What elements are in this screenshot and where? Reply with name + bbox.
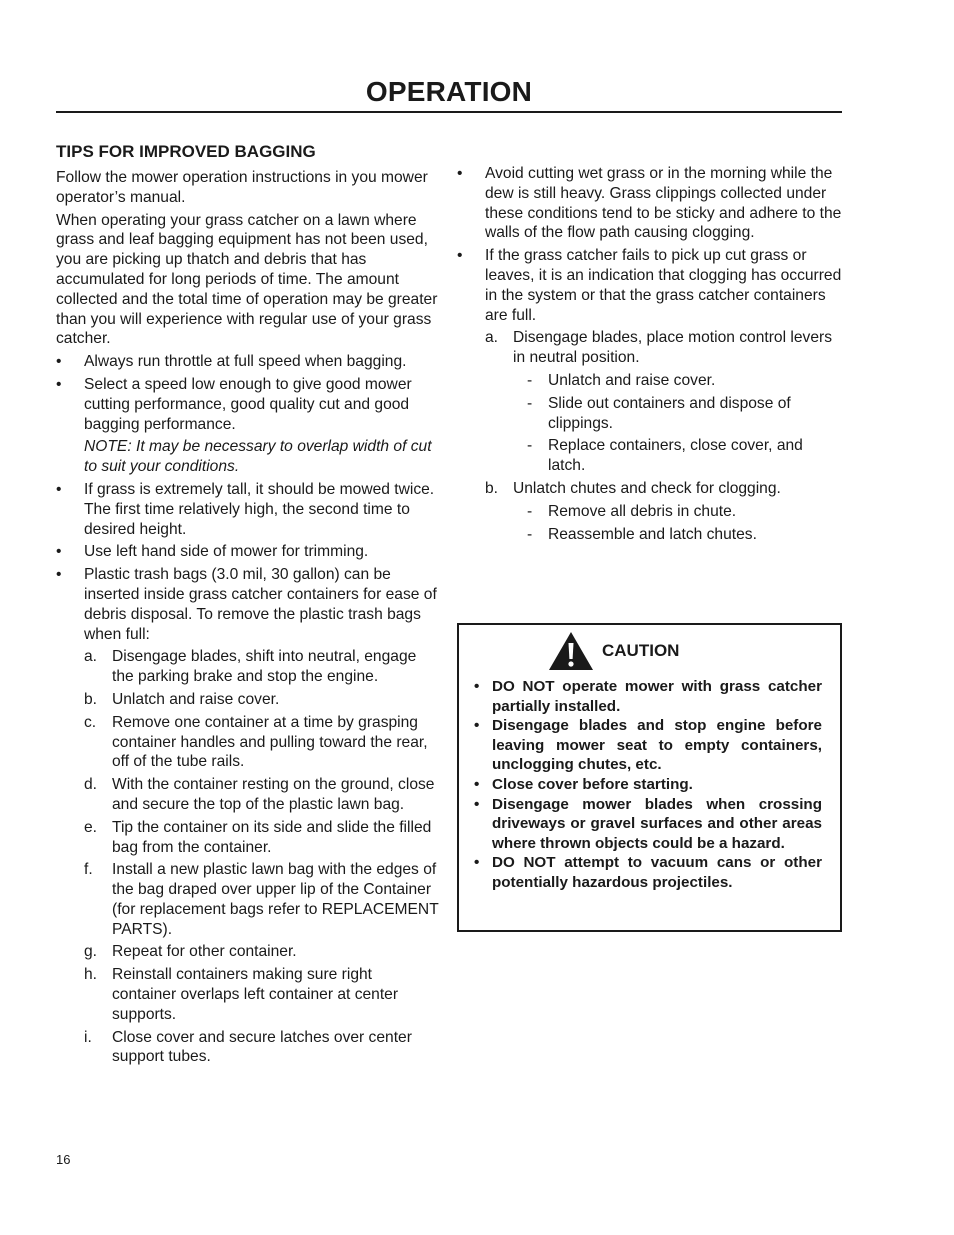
bullet-item: [56, 352, 440, 372]
bullet-text: If the grass catcher fails to pick up cut grass or leaves, it is an indication that clogging has occurred in the system or that the grass catcher containers are full.: [485, 247, 842, 324]
step-text: Install a new plastic lawn bag with the edges of the bag draped over upper lip of the Container (for replacement bags refer to REPLACEMENT PARTS).: [112, 861, 439, 938]
sub-step-item: [527, 502, 842, 522]
step-marker: f.: [84, 861, 93, 879]
step-marker: b.: [84, 690, 98, 708]
step-item: [84, 1028, 440, 1068]
bullet-item: [56, 542, 440, 562]
caution-list: [474, 677, 822, 893]
sub-step-text: Remove all debris in chute.: [548, 502, 737, 520]
step-item: [84, 965, 440, 1024]
caution-text: Disengage blades and stop engine before leaving mower seat to empty containers, unclogging chutes, etc.: [492, 717, 822, 774]
bullet-text: Avoid cutting wet grass or in the morning while the dew is still heavy. Grass clippings collected under these conditions tend to be sticky and adhere to the walls of the flow path causing clogging.: [485, 165, 842, 242]
section-heading: TIPS FOR IMPROVED BAGGING: [56, 142, 316, 161]
bullet-text: Plastic trash bags (3.0 mil, 30 gallon) can be inserted inside grass catcher containers for ease of debris disposal. To remove the plastic trash bags when full:: [84, 566, 437, 643]
dash-marker: -: [527, 394, 533, 412]
caution-item: [474, 853, 822, 892]
dash-marker: -: [527, 371, 533, 389]
bullet-marker: •: [56, 566, 62, 584]
step-text: Disengage blades, shift into neutral, engage the parking brake and stop the engine.: [112, 648, 417, 686]
step-text: Unlatch chutes and check for clogging.: [513, 479, 781, 497]
step-text: Disengage blades, place motion control levers in neutral position.: [513, 329, 832, 367]
step-text: With the container resting on the ground, close and secure the top of the plastic lawn bag.: [112, 776, 435, 813]
step-text: Unlatch and raise cover.: [112, 690, 280, 708]
bullet-text: If grass is extremely tall, it should be mowed twice. The first time relatively high, the second time to desired height.: [84, 480, 435, 538]
caution-box: [457, 623, 842, 932]
step-marker: i.: [84, 1028, 92, 1046]
step-marker: c.: [84, 713, 97, 731]
context-paragraph: When operating your grass catcher on a lawn where grass and leaf bagging equipment has not been used, you are picking up thatch and debris that has accumulated for long periods of time. The amount collected and the total time of operation may be greater than you will experience with regular use of your grass catcher.: [56, 211, 438, 348]
bullet-item: [457, 246, 842, 325]
bullet-marker: •: [56, 375, 62, 393]
dash-marker: -: [527, 437, 533, 455]
sub-step-item: [527, 371, 842, 391]
step-item: [84, 713, 440, 772]
step-marker: g.: [84, 943, 98, 961]
bullet-marker: •: [56, 480, 62, 498]
step-marker: e.: [84, 818, 98, 836]
sub-step-item: [527, 394, 842, 434]
caution-text: Close cover before starting.: [492, 775, 693, 793]
step-marker: a.: [84, 648, 98, 666]
sub-step-text: Replace containers, close cover, and latch.: [548, 437, 803, 475]
step-marker: d.: [84, 776, 98, 794]
step-item: [84, 818, 440, 858]
sub-step-text: Slide out containers and dispose of clippings.: [548, 394, 791, 432]
note-text: NOTE: It may be necessary to overlap width of cut to suit your conditions.: [84, 438, 432, 476]
bullet-marker: •: [474, 775, 480, 793]
caution-title: CAUTION: [602, 641, 680, 660]
page-title: OPERATION: [365, 76, 533, 107]
caution-text: Disengage mower blades when crossing driveways or gravel surfaces and other areas where thrown objects could be a hazard.: [492, 795, 822, 852]
warning-triangle-icon: [548, 631, 594, 671]
title-divider: [56, 111, 842, 113]
bullet-item: [56, 565, 440, 644]
step-text: Tip the container on its side and slide the filled bag from the container.: [112, 818, 432, 856]
bullet-item: [56, 375, 440, 434]
bullet-text: Use left hand side of mower for trimming.: [84, 543, 369, 561]
bullet-marker: •: [474, 678, 480, 695]
caution-text: DO NOT attempt to vacuum cans or other potentially hazardous projectiles.: [492, 854, 822, 891]
step-item: [485, 479, 842, 499]
sub-step-item: [527, 525, 842, 545]
sub-step-text: Reassemble and latch chutes.: [548, 525, 757, 543]
step-marker: b.: [485, 479, 499, 497]
bullet-text: Always run throttle at full speed when bagging.: [84, 353, 407, 371]
dash-marker: -: [527, 502, 533, 520]
step-marker: h.: [84, 966, 98, 984]
intro-paragraph: Follow the mower operation instructions in you mower operator’s manual.: [56, 169, 428, 206]
caution-item: [474, 677, 822, 716]
sub-step-text: Unlatch and raise cover.: [548, 371, 716, 389]
step-text: Reinstall containers making sure right container overlaps left container at center supports.: [112, 966, 399, 1023]
page-number: 16: [56, 1152, 71, 1167]
dash-marker: -: [527, 525, 533, 543]
bullet-text: Select a speed low enough to give good mower cutting performance, good quality cut and good bagging performance.: [84, 375, 412, 433]
bullet-marker: •: [457, 247, 463, 265]
step-text: Close cover and secure latches over center support tubes.: [112, 1028, 412, 1066]
step-marker: a.: [485, 329, 499, 347]
left-column: [56, 142, 440, 1070]
bullet-item: [56, 480, 440, 539]
bullet-marker: •: [474, 717, 480, 735]
bullet-item: [457, 164, 842, 243]
caution-item: [474, 775, 822, 795]
caution-item: [474, 716, 822, 775]
step-item: [84, 942, 440, 962]
step-item: [84, 775, 440, 815]
bullet-marker: •: [56, 353, 62, 371]
step-item: [84, 860, 440, 939]
right-column: [457, 164, 842, 547]
bullet-marker: •: [474, 795, 480, 813]
step-text: Remove one container at a time by grasping container handles and pulling toward the rear, off of the tube rails.: [112, 713, 428, 771]
bullet-marker: •: [474, 854, 480, 872]
caution-header: [548, 631, 679, 671]
caution-text: DO NOT operate mower with grass catcher partially installed.: [492, 678, 822, 715]
bullet-marker: •: [56, 543, 62, 561]
caution-item: [474, 795, 822, 854]
bullet-marker: •: [457, 165, 463, 182]
step-item: [485, 328, 842, 368]
step-item: [84, 647, 440, 687]
step-text: Repeat for other container.: [112, 943, 297, 961]
sub-step-item: [527, 436, 842, 476]
step-item: [84, 690, 440, 710]
